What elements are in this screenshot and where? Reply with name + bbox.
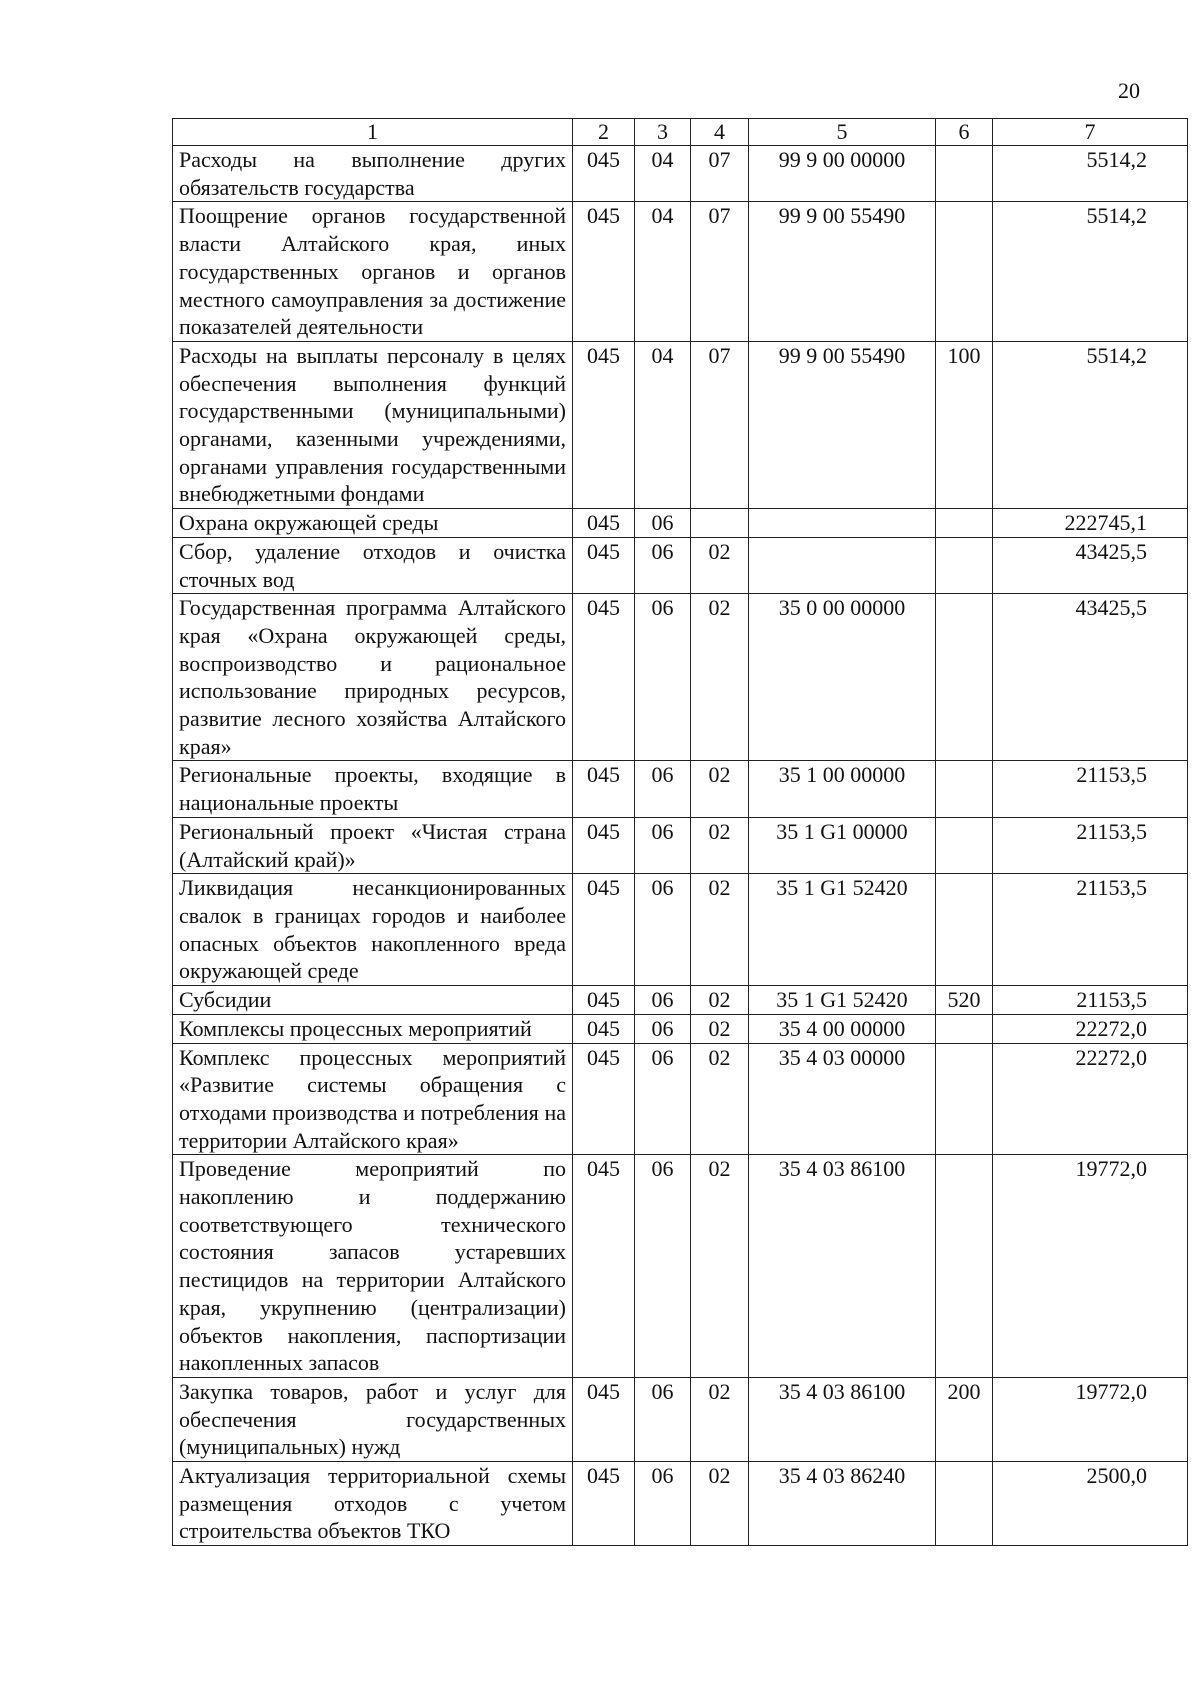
row-amount: 22272,0 [993, 1014, 1188, 1043]
row-expense-type [936, 202, 993, 342]
row-subsection-code: 02 [691, 874, 749, 986]
column-header-2: 2 [573, 119, 635, 146]
row-name-cell: Комплексы процессных мероприятий [173, 1014, 573, 1043]
row-section-code: 06 [635, 874, 691, 986]
table-row [173, 509, 1188, 538]
budget-table [172, 118, 1188, 1546]
row-subsection-code: 02 [691, 1462, 749, 1546]
row-expense-type: 200 [936, 1377, 993, 1461]
row-subsection-code: 02 [691, 1014, 749, 1043]
row-subsection-code: 02 [691, 986, 749, 1015]
row-section-code: 06 [635, 1462, 691, 1546]
row-subsection-code: 02 [691, 1377, 749, 1461]
header-row [173, 119, 1188, 146]
row-amount: 5514,2 [993, 341, 1188, 508]
table-row [173, 817, 1188, 873]
row-amount: 19772,0 [993, 1377, 1188, 1461]
row-name-cell: Охрана окружающей среды [173, 509, 573, 538]
table-row [173, 202, 1188, 342]
row-target-code: 35 4 03 86240 [749, 1462, 936, 1546]
row-subsection-code: 02 [691, 817, 749, 873]
row-subsection-code: 02 [691, 537, 749, 593]
row-expense-type [936, 1462, 993, 1546]
row-name-cell: Расходы на выплаты персоналу в целях обеспечения выполнения функций государственными (муниципальными) органами, казенными учреждениями, органами управления государственными внебюджетными фондами [173, 341, 573, 508]
column-header-4: 4 [691, 119, 749, 146]
row-amount: 5514,2 [993, 202, 1188, 342]
table-row [173, 761, 1188, 817]
column-header-1: 1 [173, 119, 573, 146]
row-amount: 43425,5 [993, 537, 1188, 593]
row-section-code: 06 [635, 509, 691, 538]
row-admin-code: 045 [573, 1462, 635, 1546]
row-amount: 21153,5 [993, 817, 1188, 873]
row-target-code: 35 0 00 00000 [749, 594, 936, 761]
row-section-code: 06 [635, 1014, 691, 1043]
row-name-cell: Актуализация территориальной схемы размещения отходов с учетом строительства объектов ТКО [173, 1462, 573, 1546]
row-admin-code: 045 [573, 986, 635, 1015]
row-name-cell: Поощрение органов государственной власти Алтайского края, иных государственных органов и органов местного самоуправления за достижение показателей деятельности [173, 202, 573, 342]
row-expense-type [936, 509, 993, 538]
row-section-code: 06 [635, 1043, 691, 1155]
row-admin-code: 045 [573, 874, 635, 986]
row-admin-code: 045 [573, 1377, 635, 1461]
row-target-code: 99 9 00 00000 [749, 146, 936, 202]
row-expense-type [936, 146, 993, 202]
row-amount: 5514,2 [993, 146, 1188, 202]
row-section-code: 06 [635, 1377, 691, 1461]
row-admin-code: 045 [573, 509, 635, 538]
table-row [173, 341, 1188, 508]
row-admin-code: 045 [573, 594, 635, 761]
row-amount: 19772,0 [993, 1155, 1188, 1378]
row-target-code: 35 1 G1 52420 [749, 874, 936, 986]
row-expense-type [936, 874, 993, 986]
table-row [173, 594, 1188, 761]
row-admin-code: 045 [573, 1014, 635, 1043]
row-expense-type: 520 [936, 986, 993, 1015]
table-row [173, 986, 1188, 1015]
row-section-code: 06 [635, 1155, 691, 1378]
row-admin-code: 045 [573, 761, 635, 817]
row-target-code: 35 4 03 00000 [749, 1043, 936, 1155]
row-target-code [749, 537, 936, 593]
row-expense-type [936, 537, 993, 593]
row-name-cell: Ликвидация несанкционированных свалок в границах городов и наиболее опасных объектов накопленного вреда окружающей среде [173, 874, 573, 986]
row-admin-code: 045 [573, 341, 635, 508]
row-subsection-code: 02 [691, 1043, 749, 1155]
row-expense-type [936, 594, 993, 761]
row-section-code: 06 [635, 594, 691, 761]
row-subsection-code: 02 [691, 761, 749, 817]
row-subsection-code: 02 [691, 1155, 749, 1378]
row-section-code: 04 [635, 146, 691, 202]
row-name-cell: Региональные проекты, входящие в национальные проекты [173, 761, 573, 817]
table-row [173, 537, 1188, 593]
table-row [173, 1462, 1188, 1546]
row-name-cell: Государственная программа Алтайского края «Охрана окружающей среды, воспроизводство и рациональное использование природных ресурсов, развитие лесного хозяйства Алтайского края» [173, 594, 573, 761]
row-target-code: 99 9 00 55490 [749, 341, 936, 508]
row-admin-code: 045 [573, 817, 635, 873]
page-number: 20 [1118, 78, 1140, 103]
table-row [173, 146, 1188, 202]
row-expense-type [936, 1155, 993, 1378]
row-expense-type [936, 1014, 993, 1043]
row-admin-code: 045 [573, 537, 635, 593]
row-amount: 222745,1 [993, 509, 1188, 538]
row-amount: 21153,5 [993, 761, 1188, 817]
row-section-code: 06 [635, 817, 691, 873]
row-target-code: 35 1 G1 00000 [749, 817, 936, 873]
row-name-cell: Сбор, удаление отходов и очистка сточных вод [173, 537, 573, 593]
row-target-code: 35 1 G1 52420 [749, 986, 936, 1015]
row-subsection-code: 07 [691, 202, 749, 342]
row-expense-type: 100 [936, 341, 993, 508]
row-target-code: 35 4 03 86100 [749, 1155, 936, 1378]
row-amount: 43425,5 [993, 594, 1188, 761]
row-amount: 2500,0 [993, 1462, 1188, 1546]
table-row [173, 1377, 1188, 1461]
row-subsection-code [691, 509, 749, 538]
row-amount: 21153,5 [993, 874, 1188, 986]
row-amount: 22272,0 [993, 1043, 1188, 1155]
row-target-code [749, 509, 936, 538]
row-target-code: 99 9 00 55490 [749, 202, 936, 342]
row-subsection-code: 07 [691, 146, 749, 202]
row-amount: 21153,5 [993, 986, 1188, 1015]
row-name-cell: Субсидии [173, 986, 573, 1015]
row-expense-type [936, 761, 993, 817]
table-row [173, 874, 1188, 986]
row-section-code: 06 [635, 537, 691, 593]
table-body [173, 146, 1188, 1546]
table-row [173, 1155, 1188, 1378]
row-section-code: 04 [635, 341, 691, 508]
row-admin-code: 045 [573, 146, 635, 202]
row-admin-code: 045 [573, 1043, 635, 1155]
row-name-cell: Расходы на выполнение других обязательств государства [173, 146, 573, 202]
row-name-cell: Закупка товаров, работ и услуг для обеспечения государственных (муниципальных) нужд [173, 1377, 573, 1461]
row-name-cell: Региональный проект «Чистая страна (Алтайский край)» [173, 817, 573, 873]
row-target-code: 35 4 03 86100 [749, 1377, 936, 1461]
row-expense-type [936, 1043, 993, 1155]
column-header-7: 7 [993, 119, 1188, 146]
row-target-code: 35 4 00 00000 [749, 1014, 936, 1043]
row-expense-type [936, 817, 993, 873]
table-row [173, 1043, 1188, 1155]
row-section-code: 04 [635, 202, 691, 342]
column-header-6: 6 [936, 119, 993, 146]
column-header-3: 3 [635, 119, 691, 146]
row-name-cell: Комплекс процессных мероприятий «Развитие системы обращения с отходами производства и потребления на территории Алтайского края» [173, 1043, 573, 1155]
row-section-code: 06 [635, 986, 691, 1015]
row-admin-code: 045 [573, 202, 635, 342]
table-row [173, 1014, 1188, 1043]
row-section-code: 06 [635, 761, 691, 817]
row-target-code: 35 1 00 00000 [749, 761, 936, 817]
column-header-5: 5 [749, 119, 936, 146]
row-name-cell: Проведение мероприятий по накоплению и поддержанию соответствующего технического состояния запасов устаревших пестицидов на территории Алтайского края, укрупнению (централизации) объектов накопления, паспортизации накопленных запасов [173, 1155, 573, 1378]
row-subsection-code: 07 [691, 341, 749, 508]
row-subsection-code: 02 [691, 594, 749, 761]
row-admin-code: 045 [573, 1155, 635, 1378]
